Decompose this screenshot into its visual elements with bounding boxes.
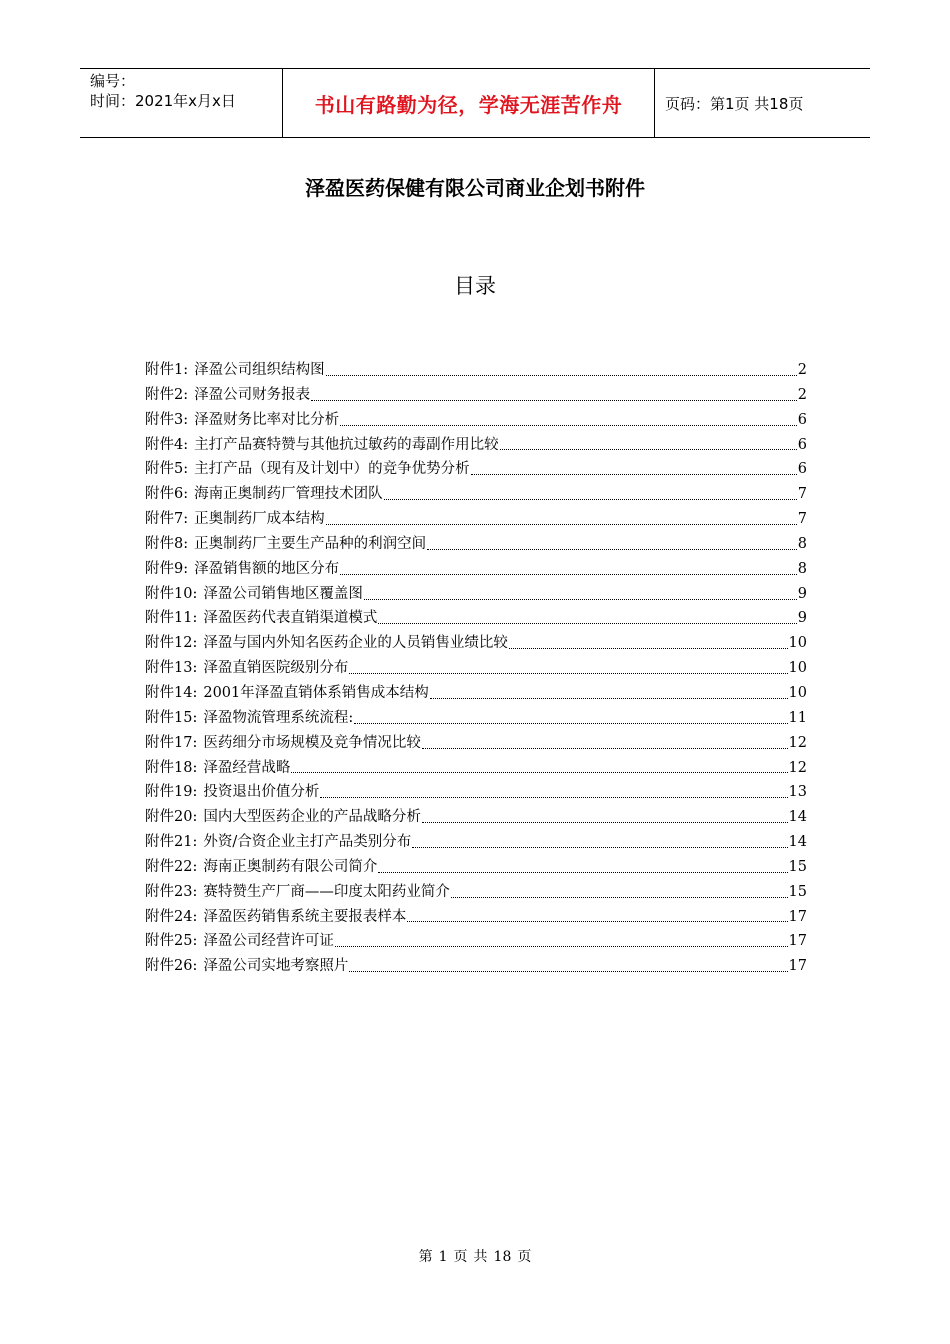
toc-entry-prefix: 附件21: bbox=[145, 834, 198, 851]
toc-entry-label bbox=[145, 557, 339, 582]
toc-entry-label bbox=[145, 905, 406, 930]
toc-entry[interactable] bbox=[145, 780, 807, 805]
toc-entry-text: 泽盈公司组织结构图 bbox=[194, 362, 325, 378]
toc-dot-leader bbox=[340, 574, 797, 575]
toc-entry-label bbox=[145, 631, 508, 656]
toc-entry-page: 10 bbox=[788, 660, 807, 677]
toc-entry-prefix: 附件10: bbox=[145, 585, 198, 602]
toc-entry-page: 14 bbox=[788, 834, 807, 851]
toc-entry-label bbox=[145, 358, 325, 383]
toc-entry[interactable] bbox=[145, 383, 807, 408]
toc-entry-text: 国内大型医药企业的产品战略分析 bbox=[203, 809, 421, 826]
toc-entry-page: 17 bbox=[788, 908, 807, 925]
footer-gong: 共 bbox=[473, 1249, 488, 1265]
toc-entry-text: 海南正奥制药厂管理技术团队 bbox=[194, 486, 383, 503]
toc-entry-label bbox=[145, 507, 325, 532]
toc-entry-text: 泽盈公司经营许可证 bbox=[203, 933, 334, 950]
toc-entry[interactable] bbox=[145, 507, 807, 532]
table-of-contents bbox=[145, 358, 807, 979]
toc-entry-text: 外资/合资企业主打产品类别分布 bbox=[203, 834, 412, 851]
toc-entry-label bbox=[145, 731, 421, 756]
toc-entry-text: 正奥制药厂主要生产品种的利润空间 bbox=[194, 535, 427, 552]
toc-entry-text: 泽盈直销医院级别分布 bbox=[203, 660, 349, 677]
toc-entry-text: 投资退出价值分析 bbox=[203, 784, 320, 801]
toc-entry[interactable] bbox=[145, 805, 807, 830]
toc-dot-leader bbox=[326, 524, 797, 525]
toc-entry[interactable] bbox=[145, 408, 807, 433]
toc-entry-page: 6 bbox=[797, 411, 807, 428]
toc-entry-page: 2 bbox=[797, 386, 807, 403]
toc-entry-page: 10 bbox=[788, 635, 807, 652]
toc-entry-prefix: 附件12: bbox=[145, 635, 198, 652]
toc-entry[interactable] bbox=[145, 830, 807, 855]
toc-entry-page: 9 bbox=[797, 585, 807, 602]
toc-entry-text: 海南正奥制药有限公司简介 bbox=[203, 858, 378, 875]
toc-entry-page: 14 bbox=[788, 809, 807, 826]
toc-entry-text: 2001年泽盈直销体系销售成本结构 bbox=[203, 684, 429, 701]
toc-entry-prefix: 附件22: bbox=[145, 858, 198, 875]
toc-dot-leader bbox=[364, 599, 797, 600]
toc-dot-leader bbox=[320, 797, 787, 798]
toc-entry-label bbox=[145, 929, 334, 954]
toc-entry-label bbox=[145, 805, 421, 830]
toc-entry-prefix: 附件3: bbox=[145, 411, 189, 428]
toc-entry-page: 9 bbox=[797, 610, 807, 627]
toc-dot-leader bbox=[427, 549, 797, 550]
toc-entry-prefix: 附件7: bbox=[145, 511, 189, 528]
toc-entry[interactable] bbox=[145, 557, 807, 582]
toc-heading: 目录 bbox=[454, 274, 496, 298]
toc-entry[interactable] bbox=[145, 606, 807, 631]
toc-entry-label bbox=[145, 756, 290, 781]
header-meta bbox=[80, 69, 282, 137]
toc-entry-text: 泽盈公司实地考察照片 bbox=[203, 958, 349, 975]
toc-dot-leader bbox=[509, 648, 788, 649]
toc-entry[interactable] bbox=[145, 582, 807, 607]
toc-entry[interactable] bbox=[145, 880, 807, 905]
toc-entry-prefix: 附件9: bbox=[145, 560, 189, 577]
toc-entry-label bbox=[145, 880, 450, 905]
toc-entry-page: 8 bbox=[797, 560, 807, 577]
footer-total: 18 bbox=[493, 1249, 512, 1265]
toc-entry-prefix: 附件25: bbox=[145, 933, 198, 950]
toc-entry-page: 10 bbox=[788, 684, 807, 701]
toc-entry-text: 泽盈医药代表直销渠道模式 bbox=[203, 610, 378, 627]
toc-entry-prefix: 附件2: bbox=[145, 386, 189, 403]
toc-dot-leader bbox=[407, 921, 787, 922]
toc-entry-text: 赛特赞生产厂商——印度太阳药业简介 bbox=[203, 883, 450, 900]
toc-dot-leader bbox=[422, 822, 788, 823]
toc-entry-label bbox=[145, 780, 319, 805]
toc-entry-label bbox=[145, 830, 411, 855]
document-title: 泽盈医药保健有限公司商业企划书附件 bbox=[305, 176, 645, 200]
toc-dot-leader bbox=[349, 673, 787, 674]
toc-entry-label bbox=[145, 482, 383, 507]
toc-dot-leader bbox=[451, 897, 788, 898]
header-motto: 书山有路勤为径，学海无涯苦作舟 bbox=[282, 69, 655, 137]
toc-entry-page: 7 bbox=[797, 486, 807, 503]
toc-dot-leader bbox=[500, 449, 797, 450]
toc-entry-page: 11 bbox=[788, 709, 807, 726]
toc-entry-page: 8 bbox=[797, 535, 807, 552]
toc-entry[interactable] bbox=[145, 756, 807, 781]
toc-entry-prefix: 附件19: bbox=[145, 784, 198, 801]
toc-entry-page: 17 bbox=[788, 958, 807, 975]
toc-dot-leader bbox=[422, 748, 788, 749]
toc-entry-text: 泽盈经营战略 bbox=[203, 759, 291, 776]
toc-entry-prefix: 附件24: bbox=[145, 908, 198, 925]
toc-entry[interactable] bbox=[145, 631, 807, 656]
toc-entry-label bbox=[145, 433, 499, 458]
toc-entry[interactable] bbox=[145, 358, 807, 383]
page-header bbox=[80, 68, 870, 138]
toc-entry-text: 泽盈物流管理系统流程: bbox=[203, 709, 354, 726]
toc-entry[interactable] bbox=[145, 433, 807, 458]
toc-entry-text: 主打产品（现有及计划中）的竞争优势分析 bbox=[194, 461, 470, 478]
toc-entry-label bbox=[145, 954, 348, 979]
toc-entry[interactable] bbox=[145, 929, 807, 954]
toc-entry-page: 12 bbox=[788, 734, 807, 751]
toc-entry-text: 泽盈销售额的地区分布 bbox=[194, 560, 340, 577]
toc-entry[interactable] bbox=[145, 954, 807, 979]
toc-entry-label bbox=[145, 383, 310, 408]
toc-entry-page: 15 bbox=[788, 858, 807, 875]
toc-dot-leader bbox=[471, 474, 797, 475]
toc-dot-leader bbox=[384, 499, 797, 500]
toc-entry-text: 泽盈与国内外知名医药企业的人员销售业绩比较 bbox=[203, 635, 508, 652]
toc-entry[interactable] bbox=[145, 457, 807, 482]
toc-entry-text: 主打产品赛特赞与其他抗过敏药的毒副作用比较 bbox=[194, 436, 499, 453]
toc-entry-prefix: 附件6: bbox=[145, 486, 189, 503]
toc-entry[interactable] bbox=[145, 656, 807, 681]
toc-entry-page: 6 bbox=[797, 461, 807, 478]
toc-entry-prefix: 附件18: bbox=[145, 759, 198, 776]
document-time-label: 时间：2021年x月x日 bbox=[90, 92, 236, 110]
toc-entry-page: 7 bbox=[797, 511, 807, 528]
toc-entry-label bbox=[145, 457, 470, 482]
toc-entry-page: 12 bbox=[788, 759, 807, 776]
page-footer bbox=[0, 1246, 950, 1266]
toc-entry-prefix: 附件26: bbox=[145, 958, 198, 975]
toc-entry-page: 6 bbox=[797, 436, 807, 453]
toc-entry[interactable] bbox=[145, 706, 807, 731]
toc-entry-prefix: 附件20: bbox=[145, 809, 198, 826]
toc-dot-leader bbox=[340, 425, 797, 426]
footer-page: 1 bbox=[438, 1249, 448, 1265]
footer-di: 第 bbox=[418, 1249, 433, 1265]
toc-dot-leader bbox=[378, 872, 787, 873]
toc-entry-label bbox=[145, 532, 426, 557]
toc-dot-leader bbox=[326, 375, 797, 376]
toc-entry[interactable] bbox=[145, 905, 807, 930]
header-page-number: 页码：第1页 共18页 bbox=[665, 94, 804, 113]
toc-entry-label bbox=[145, 656, 348, 681]
toc-entry[interactable] bbox=[145, 482, 807, 507]
toc-entry-label bbox=[145, 681, 429, 706]
toc-entry-prefix: 附件4: bbox=[145, 436, 189, 453]
toc-entry[interactable] bbox=[145, 731, 807, 756]
toc-entry-prefix: 附件1: bbox=[145, 362, 189, 378]
toc-entry-text: 泽盈公司财务报表 bbox=[194, 386, 311, 403]
toc-entry-label bbox=[145, 606, 377, 631]
toc-dot-leader bbox=[311, 400, 797, 401]
footer-ye2: 页 bbox=[517, 1249, 532, 1265]
toc-entry-prefix: 附件14: bbox=[145, 684, 198, 701]
toc-entry-prefix: 附件8: bbox=[145, 535, 189, 552]
toc-dot-leader bbox=[378, 623, 796, 624]
toc-dot-leader bbox=[349, 971, 787, 972]
toc-entry-prefix: 附件13: bbox=[145, 660, 198, 677]
toc-entry[interactable] bbox=[145, 855, 807, 880]
toc-entry-prefix: 附件15: bbox=[145, 709, 198, 726]
toc-dot-leader bbox=[430, 698, 788, 699]
toc-dot-leader bbox=[412, 847, 787, 848]
toc-entry-page: 2 bbox=[797, 362, 807, 378]
toc-entry-label bbox=[145, 582, 363, 607]
document-code-label: 编号： bbox=[90, 72, 136, 90]
toc-entry-text: 正奥制药厂成本结构 bbox=[194, 511, 325, 528]
toc-entry-prefix: 附件17: bbox=[145, 734, 198, 751]
toc-entry[interactable] bbox=[145, 532, 807, 557]
toc-entry-label bbox=[145, 408, 339, 433]
toc-entry-label bbox=[145, 855, 377, 880]
toc-entry-text: 医药细分市场规模及竞争情况比较 bbox=[203, 734, 421, 751]
toc-entry-prefix: 附件5: bbox=[145, 461, 189, 478]
toc-entry-label bbox=[145, 706, 353, 731]
footer-ye: 页 bbox=[453, 1249, 468, 1265]
toc-entry-text: 泽盈财务比率对比分析 bbox=[194, 411, 340, 428]
toc-entry[interactable] bbox=[145, 681, 807, 706]
toc-entry-prefix: 附件23: bbox=[145, 883, 198, 900]
toc-entry-text: 泽盈公司销售地区覆盖图 bbox=[203, 585, 363, 602]
toc-entry-prefix: 附件11: bbox=[145, 610, 198, 627]
toc-entry-page: 17 bbox=[788, 933, 807, 950]
toc-dot-leader bbox=[354, 723, 787, 724]
toc-entry-page: 13 bbox=[788, 784, 807, 801]
toc-dot-leader bbox=[291, 772, 787, 773]
toc-entry-text: 泽盈医药销售系统主要报表样本 bbox=[203, 908, 407, 925]
toc-dot-leader bbox=[335, 946, 788, 947]
toc-entry-page: 15 bbox=[788, 883, 807, 900]
